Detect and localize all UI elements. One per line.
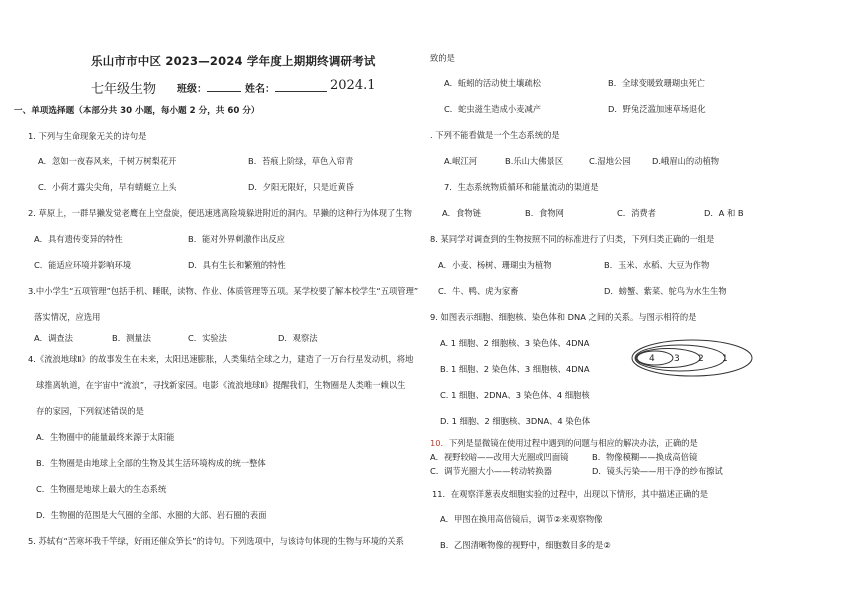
q6-stem: . 下列不能看做是一个生态系统的是 (430, 130, 560, 140)
q1-option-b: B．苔痕上阶绿，草色入帘青 (248, 156, 354, 166)
q5-option-b: B．全球变暖致珊瑚虫死亡 (608, 78, 705, 88)
q6-option-c: C.湿地公园 (589, 156, 631, 166)
q1-option-c: C．小荷才露尖尖角，早有蜻蜓立上头 (38, 182, 177, 192)
q7-stem: 7．生态系统物质循环和能量流动的渠道是 (444, 182, 599, 192)
exam-title: 乐山市市中区 2023—2024 学年度上期期终调研考试 (91, 54, 376, 68)
q10-option-c: C．调节光圈大小——转动转换器 (430, 466, 552, 476)
ellipse-4 (637, 351, 673, 365)
q8-option-d: D．螃蟹、紫菜、鸵鸟为水生生物 (604, 286, 727, 296)
q10-number: 10． (430, 438, 449, 448)
subject-label: 七年级生物 (91, 82, 157, 97)
q10-stem: 10．下列是显微镜在使用过程中遇到的问题与相应的解决办法，正确的是 (430, 438, 698, 448)
q10-option-d: D．镜头污染——用干净的纱布擦试 (592, 466, 723, 476)
diagram-label-3: 3 (674, 354, 680, 364)
q9-option-a: A. 1 细胞、2 细胞核、3 染色体、4DNA (440, 338, 590, 348)
q7-option-a: A．食物链 (442, 208, 481, 218)
q1-stem: 1. 下列与生命现象无关的诗句是 (28, 131, 147, 141)
q2-option-a: A．具有遗传变异的特性 (34, 234, 123, 244)
q11-option-a: A．甲图在换用高倍镜后，调节②来观察物像 (440, 514, 603, 524)
q8-option-b: B．玉米、水稻、大豆为作物 (604, 260, 710, 270)
q7-option-d: D．A 和 B (704, 208, 744, 218)
q5-option-a: A．蚯蚓的活动使土壤疏松 (444, 78, 541, 88)
q10-option-b: B．物像模糊——换成高倍镜 (592, 452, 698, 462)
q9-option-b: B. 1 细胞、2 染色体、3 细胞核、4DNA (440, 364, 590, 374)
q4-option-c: C．生物圈是地球上最大的生态系统 (36, 484, 167, 494)
q9-option-d: D. 1 细胞、2 细胞核、3DNA、4 染色体 (440, 416, 591, 426)
q5-option-c: C．蛇虫滋生造成小麦减产 (444, 104, 542, 114)
q5-stem: 5. 苏轼有“苦寒坏我千竿绿，好雨还催众笋长”的诗句。下列选项中，与该诗句体现的生物与环境的关系 (28, 536, 404, 546)
q4-option-b: B．生物圈是由地球上全部的生物及其生活环境构成的统一整体 (36, 458, 266, 468)
q3-option-a: A．调查法 (34, 333, 73, 343)
q3-option-c: C．实验法 (188, 333, 227, 343)
name-label: 姓名： (245, 80, 327, 95)
q6-option-b: B.乐山大佛景区 (505, 156, 564, 166)
q2-option-c: C．能适应环境并影响环境 (34, 260, 132, 270)
q7-option-b: B．食物网 (525, 208, 564, 218)
q6-option-d: D.峨眉山的动植物 (652, 156, 720, 166)
q2-option-b: B．能对外界刺激作出反应 (188, 234, 285, 244)
q8-option-c: C．牛、鸭、虎为家畜 (438, 286, 519, 296)
q8-stem: 8. 某同学对调查到的生物按照不同的标准进行了归类，下列归类正确的一组是 (430, 234, 715, 244)
q3-stem-line2: 落实情况，应选用 (34, 312, 101, 322)
q1-option-d: D．夕阳无限好，只是近黄昏 (248, 182, 354, 192)
diagram-label-2: 2 (698, 354, 704, 364)
exam-date: 2024.1 (330, 78, 376, 93)
q5-option-d: D．野兔泛滥加速草场退化 (608, 104, 706, 114)
q8-option-a: A．小麦、杨树、珊瑚虫为植物 (438, 260, 552, 270)
q11-stem: 11．在观察洋葱表皮细胞实验的过程中，出现以下情形，其中描述正确的是 (432, 489, 709, 499)
q4-option-d: D．生物圈的范围是大气圈的全部、水圈的大部、岩石圈的表面 (36, 510, 267, 520)
q3-option-b: B．测量法 (112, 333, 151, 343)
q1-option-a: A．忽如一夜春风来，千树万树梨花开 (38, 156, 177, 166)
q5-stem-tail: 致的是 (430, 53, 455, 63)
q4-option-a: A．生物圈中的能量最终来源于太阳能 (36, 432, 175, 442)
nested-circles-diagram (630, 338, 754, 378)
q4-stem-line2: 球推离轨道，在宇宙中“流浪”，寻找新家园。电影《流浪地球Ⅱ》提醒我们，生物圈是人类唯一赖以生 (36, 380, 406, 390)
class-blank[interactable] (207, 83, 241, 92)
q3-option-d: D．观察法 (278, 333, 318, 343)
q3-stem-line1: 3.中小学生“五项管理”包括手机、睡眠，读物、作业、体质管理等五项。某学校要了解本校学生“五项管理” (28, 286, 419, 296)
q4-stem-line3: 存的家园，下列叙述错误的是 (36, 406, 144, 416)
q6-option-a: A.岷江河 (444, 156, 478, 166)
class-label: 班级： (177, 80, 241, 95)
q2-stem: 2. 草原上，一群早獭发觉老鹰在上空盘旋，便迅速逃离险境躲进附近的洞内。早獭的这种行为体现了生物 (28, 208, 412, 218)
q7-option-c: C．消费者 (617, 208, 656, 218)
diagram-label-1: 1 (722, 354, 728, 364)
ellipse-3 (636, 349, 700, 368)
q11-option-b: B．乙图清晰物像的视野中，细胞数目多的是② (440, 540, 611, 550)
q9-stem: 9. 如图表示细胞、细胞核、染色体和 DNA 之间的关系。与图示相符的是 (430, 312, 697, 322)
q2-option-d: D．具有生长和繁殖的特性 (188, 260, 286, 270)
diagram-label-4: 4 (649, 354, 655, 364)
q10-option-a: A．视野较暗——改用大光圈或凹面镜 (430, 452, 569, 462)
q4-stem-line1: 4.《流浪地球Ⅱ》的故事发生在未来，太阳迅速膨胀，人类集结全球之力，建造了一万台行星发动机，将地 (28, 354, 414, 364)
q9-option-c: C. 1 细胞、2DNA、3 染色体、4 细胞核 (440, 390, 590, 400)
section-heading: 一、单项选择题（本部分共 30 小题，每小题 2 分，共 60 分） (14, 106, 260, 116)
name-blank[interactable] (275, 83, 327, 92)
